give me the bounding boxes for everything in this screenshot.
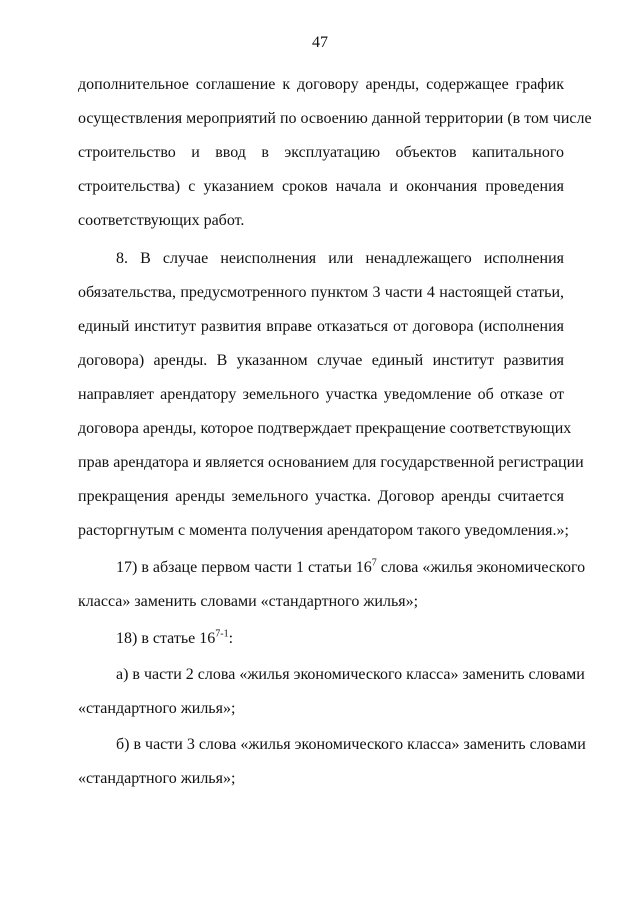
text-line: строительства) с указанием сроков начала и окончания проведения <box>78 178 564 195</box>
text-line: 8. В случае неисполнения или ненадлежащего исполнения <box>116 250 564 267</box>
text-line: соответствующих работ. <box>78 212 245 229</box>
text-line: договора) аренды. В указанном случае единый институт развития <box>78 352 564 369</box>
text-line: строительство и ввод в эксплуатацию объектов капитального <box>78 144 564 161</box>
page-number: 47 <box>312 34 328 51</box>
text-line: единый институт развития вправе отказаться от договора (исполнения <box>78 318 564 335</box>
text-fragment: 18) в статье 16 <box>116 630 216 647</box>
text-line: обязательства, предусмотренного пунктом 3 части 4 настоящей статьи, <box>78 284 564 301</box>
text-line: а) в части 2 слова «жилья экономического класса» заменить словами <box>116 666 585 683</box>
text-fragment: : <box>228 630 234 647</box>
text-line: осуществления мероприятий по освоению данной территории (в том числе <box>78 110 592 127</box>
text-line <box>116 629 564 649</box>
text-line <box>116 557 586 578</box>
text-line: б) в части 3 слова «жилья экономического класса» заменить словами <box>116 736 586 753</box>
text-line: «стандартного жилья»; <box>78 770 236 787</box>
superscript: 7 <box>371 557 377 569</box>
text-line: прав арендатора и является основанием для государственной регистрации <box>78 454 584 471</box>
text-line: договора аренды, которое подтверждает прекращение соответствующих <box>78 420 572 437</box>
superscript: 7-1 <box>215 628 229 640</box>
text-line: дополнительное соглашение к договору аренды, содержащее график <box>78 76 564 93</box>
text-line: направляет арендатору земельного участка уведомление об отказе от <box>78 386 564 403</box>
text-fragment: слова «жилья экономического <box>376 559 586 576</box>
text-line: прекращения аренды земельного участка. Договор аренды считается <box>78 488 564 505</box>
text-line: класса» заменить словами «стандартного жилья»; <box>78 593 419 610</box>
text-line: расторгнутым с момента получения арендатором такого уведомления.»; <box>78 522 569 539</box>
text-line: «стандартного жилья»; <box>78 700 236 717</box>
text-fragment: 17) в абзаце первом части 1 статьи 16 <box>116 559 372 576</box>
